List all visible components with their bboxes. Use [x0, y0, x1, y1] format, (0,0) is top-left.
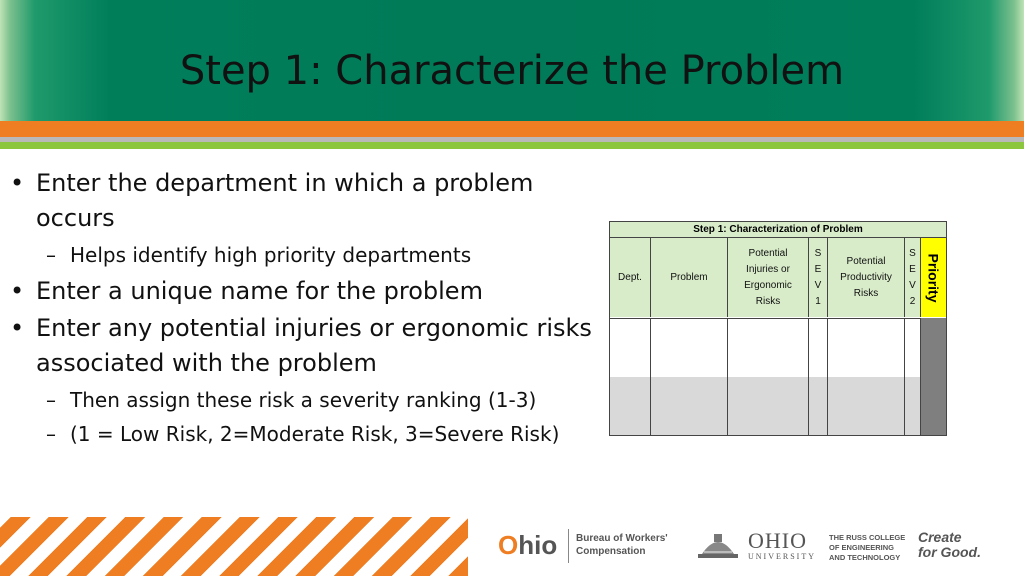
sub-bullet-text: (1 = Low Risk, 2=Moderate Risk, 3=Severe Risk): [70, 422, 560, 446]
logo-divider: [568, 529, 569, 563]
header-sev1: S E V 1: [809, 238, 828, 317]
russ-college-logo: THE RUSS COLLEGE OF ENGINEERING AND TECHNOLOGY: [829, 533, 906, 562]
create-for-good-logo: Create for Good.: [918, 529, 981, 560]
table-row: [610, 377, 946, 435]
header-sev2: S E V 2: [905, 238, 921, 317]
column-divider: [904, 318, 905, 435]
bullet-dot-icon: •: [10, 277, 25, 305]
slide-title: Step 1: Characterize the Problem: [179, 48, 845, 94]
dash-icon: –: [46, 388, 56, 412]
bullet-item: [0, 311, 610, 381]
university-seal-icon: [694, 528, 742, 562]
column-divider: [808, 318, 809, 435]
bullet-dot-icon: •: [10, 314, 25, 342]
sub-bullet-text: Helps identify high priority departments: [70, 243, 472, 267]
column-divider: [727, 318, 728, 435]
orange-stripe: [0, 121, 1024, 137]
ohio-logo: Ohio: [498, 530, 558, 560]
header-injuries: Potential Injuries or Ergonomic Risks: [728, 238, 809, 317]
bullet-item: [0, 274, 610, 309]
header-dept: Dept.: [610, 238, 651, 317]
characterization-table: [609, 221, 947, 436]
dash-icon: –: [46, 243, 56, 267]
column-divider: [650, 318, 651, 435]
bullet-text: Enter the department in which a problem occurs: [36, 169, 534, 232]
hazard-stripe-band: [0, 517, 468, 576]
table-title: Step 1: Characterization of Problem: [610, 222, 946, 238]
bwc-logo-text: Bureau of Workers' Compensation: [576, 533, 668, 557]
bullet-text: Enter a unique name for the problem: [36, 277, 483, 305]
priority-cells: [921, 318, 946, 435]
column-divider: [827, 318, 828, 435]
header-productivity: Potential Productivity Risks: [828, 238, 905, 317]
sub-bullet-item: [0, 240, 610, 270]
table-row: [610, 318, 946, 379]
bullet-list: [0, 164, 610, 453]
bullet-dot-icon: •: [10, 169, 25, 197]
sub-bullet-item: [0, 419, 610, 449]
green-stripe: [0, 142, 1024, 149]
ohio-university-logo: OHIO UNIVERSITY: [748, 528, 816, 561]
dash-icon: –: [46, 422, 56, 446]
sub-bullet-text: Then assign these risk a severity ranking (1-3): [70, 388, 537, 412]
bullet-item: [0, 166, 610, 236]
bullet-text: Enter any potential injuries or ergonomic risks associated with the problem: [36, 314, 592, 377]
footer-logos: [498, 524, 1008, 568]
header-priority: Priority: [921, 238, 946, 317]
sub-bullet-item: [0, 385, 610, 415]
header-problem: Problem: [651, 238, 728, 317]
